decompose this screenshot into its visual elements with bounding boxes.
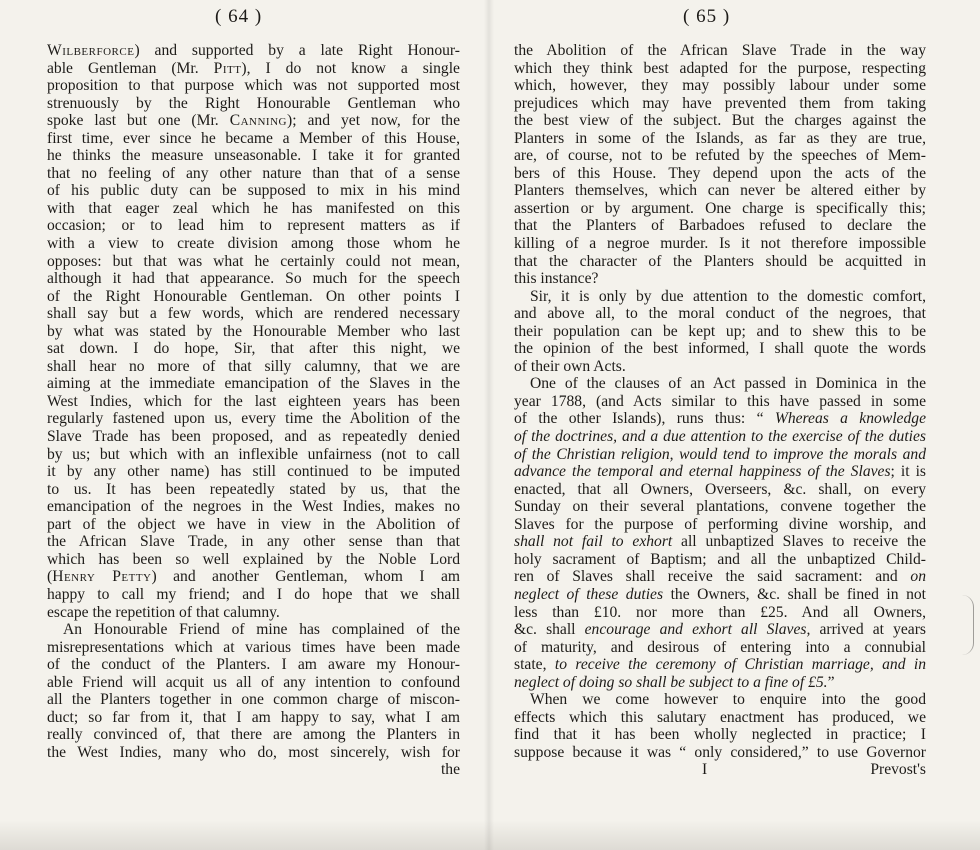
text-line — [47, 358, 460, 376]
text-run: Sir, it is only by due attention to the domestic comfort, — [530, 287, 926, 305]
text-run: spoke last but one (Mr. — [47, 112, 230, 130]
text-run: West Indies, which for the last eighteen years has been — [47, 392, 460, 410]
text-line — [47, 744, 460, 762]
text-run: ( — [47, 568, 53, 586]
text-line — [47, 200, 460, 218]
text-line — [47, 217, 460, 235]
text-run: ren of Slaves shall receive the said sacrament: and — [514, 568, 911, 586]
text-run: Slave Trade has been proposed, and as repeatedly denied — [47, 428, 460, 446]
catchword — [47, 761, 460, 779]
text-line — [514, 656, 926, 674]
small-caps-name: Henry Petty — [52, 568, 152, 586]
text-run: that no feeling of any other nature than that of a sense — [47, 164, 460, 182]
text-run: One of the clauses of an Act passed in Dominica in the — [530, 375, 926, 393]
text-run: assertion or by argument. One charge is specifically this; — [514, 199, 926, 217]
text-line — [514, 253, 926, 271]
text-line — [47, 551, 460, 569]
text-run: arrived at years — [810, 621, 926, 639]
text-run: Slaves for the purpose of performing divine worship, and — [514, 515, 926, 533]
text-line — [47, 410, 460, 428]
text-line — [514, 77, 926, 95]
text-line — [514, 621, 926, 639]
text-line — [47, 656, 460, 674]
text-run: Planters themselves, which can never be altered either by — [514, 182, 926, 200]
text-run: the African Slave Trade, in any other sense than that — [47, 533, 460, 551]
text-run: prejudices which may have prevented them from taking — [514, 94, 926, 112]
page-number: ( 64 ) — [215, 6, 263, 27]
text-line — [47, 270, 460, 288]
text-line — [514, 639, 926, 657]
margin-pen-mark — [955, 595, 974, 655]
text-line — [514, 95, 926, 113]
text-run: An Honourable Friend of mine has complained of the — [63, 621, 460, 639]
text-run: of maturity, and desirous of entering into a connubial — [514, 638, 926, 656]
text-line — [47, 428, 460, 446]
text-line — [47, 498, 460, 516]
text-line — [514, 709, 926, 727]
text-line — [47, 639, 460, 657]
text-run: emancipation of the negroes in the West Indies, makes no — [47, 498, 460, 516]
text-line — [514, 691, 926, 709]
text-run: first time, ever since he became a Member of this House, — [47, 129, 460, 147]
text-run: sat down. I do hope, Sir, that after this night, we — [47, 340, 460, 358]
text-run: with a view to create division among those whom he — [47, 235, 460, 253]
text-line — [47, 235, 460, 253]
body-text — [47, 42, 460, 779]
text-run: the opinion of the best informed, I shall quote the words — [514, 340, 926, 358]
right-page — [490, 0, 980, 850]
small-caps-name: Pitt — [213, 59, 242, 77]
text-run: the Owners, &c. shall be fined in not — [663, 585, 926, 603]
text-run: although it had that appearance. So much for the speech — [47, 270, 460, 288]
italic-text: neglect of doing so shall be subject to a fine of £5. — [514, 673, 828, 691]
text-run: state, — [514, 656, 555, 674]
text-line — [47, 375, 460, 393]
text-line — [514, 604, 926, 622]
scan-edge-shadow — [0, 820, 980, 850]
text-line — [514, 410, 926, 428]
text-run: &c. shall — [514, 621, 585, 639]
text-run: holy sacrament of Baptism; and all the unbaptized Child- — [514, 550, 926, 568]
text-run: which has been so well explained by the Noble Lord — [47, 550, 460, 568]
text-run: ) and supported by a late Right Honour- — [134, 42, 460, 59]
italic-text: of the doctrines, and a due attention to the exercise of the duties — [514, 428, 926, 446]
text-run: suppose because it was “ only considered,” to use Governor — [514, 743, 926, 761]
text-line — [514, 533, 926, 551]
catchword: Prevost's — [870, 761, 926, 779]
text-run: are, of course, not to be refuted by the speeches of Mem- — [514, 147, 926, 165]
text-run: all the Planters together in one common charge of miscon- — [47, 691, 460, 709]
text-run: duct; so far from it, that I am happy to say, what I am — [47, 708, 460, 726]
text-line — [47, 621, 460, 639]
text-line — [514, 586, 926, 604]
text-line — [47, 709, 460, 727]
text-line — [47, 288, 460, 306]
text-line — [514, 568, 926, 586]
text-line — [47, 393, 460, 411]
text-run: with that eager zeal which he has manifested on this — [47, 199, 460, 217]
text-line — [514, 130, 926, 148]
text-line — [514, 726, 926, 744]
text-line — [514, 674, 926, 692]
text-line — [47, 77, 460, 95]
text-run: proposition to that purpose which was not supported most — [47, 77, 460, 95]
italic-text: advance the temporal and eternal happiness of the Slaves — [514, 463, 891, 481]
text-line — [514, 235, 926, 253]
text-run: bers of this House. They depend upon the acts of the — [514, 164, 926, 182]
text-run: the — [440, 761, 460, 779]
text-run: the best view of the subject. But the charges against the — [514, 112, 926, 130]
text-run: occasion; or to lead him to represent matters as if — [47, 217, 460, 235]
text-line — [514, 393, 926, 411]
text-line — [47, 95, 460, 113]
text-run: of the Right Honourable Gentleman. On other points I — [47, 287, 460, 305]
text-run: Planters in some of the Islands, as far as they are true, — [514, 129, 926, 147]
text-run: of the conduct of the Planters. I am aware my Honour- — [47, 656, 460, 674]
text-run: of the other Islands), runs thus: “ — [514, 410, 775, 428]
body-text — [514, 42, 926, 779]
text-run: that the character of the Planters should be acquitted in — [514, 252, 926, 270]
text-line — [47, 182, 460, 200]
text-run: happy to call my friend; and I do hope that we shall — [47, 585, 460, 603]
text-run: ” — [827, 673, 835, 691]
text-run: aiming at the immediate emancipation of the Slaves in the — [47, 375, 460, 393]
italic-text: shall not fail to exhort — [514, 533, 673, 551]
text-run: shall say but a few words, which are rendered necessary — [47, 305, 460, 323]
text-run: the Abolition of the African Slave Trade in the way — [514, 42, 926, 59]
text-line — [47, 674, 460, 692]
text-run: this instance? — [514, 270, 599, 288]
text-run: by us; but which with an inflexible unfairness (not to call — [47, 445, 460, 463]
text-run: effects which this salutary enactment has produced, we — [514, 708, 926, 726]
text-run: opposes: but that was what he certainly could not mean, — [47, 252, 460, 270]
text-run: regularly fastened upon us, every time the Abolition of the — [47, 410, 460, 428]
text-line — [514, 516, 926, 534]
text-line — [47, 305, 460, 323]
text-line — [514, 288, 926, 306]
text-line — [47, 60, 460, 78]
text-line — [47, 604, 460, 622]
italic-text: to receive the ceremony of Christian marriage, and in — [554, 656, 927, 674]
text-run: their population can be kept up; and to shew this to be — [514, 322, 926, 340]
text-line — [47, 586, 460, 604]
text-line — [47, 516, 460, 534]
text-line — [47, 112, 460, 130]
text-line — [47, 165, 460, 183]
text-line — [514, 744, 926, 762]
text-line — [47, 568, 460, 586]
text-line — [47, 463, 460, 481]
text-line — [514, 112, 926, 130]
text-line — [514, 147, 926, 165]
text-run: all unbaptized Slaves to receive the — [672, 533, 926, 551]
text-run: and above all, to the moral conduct of the negroes, that — [514, 305, 926, 323]
small-caps-name: Wilberforce — [47, 42, 135, 59]
text-line — [514, 340, 926, 358]
text-line — [47, 130, 460, 148]
text-run: part of the object we have in view in the Abolition of — [47, 515, 460, 533]
text-run: Sunday on their several plantations, convene together the — [514, 498, 926, 516]
text-line — [514, 217, 926, 235]
text-line — [514, 42, 926, 60]
text-run: ); and yet now, for the — [287, 112, 460, 130]
text-run: that the Planters of Barbadoes refused to declare the — [514, 217, 926, 235]
text-run: strenuously by the Right Honourable Gentleman who — [47, 94, 460, 112]
text-line — [47, 253, 460, 271]
text-line — [47, 533, 460, 551]
text-line — [514, 165, 926, 183]
text-run: ; it is — [890, 463, 926, 481]
text-run: which, however, they may possibly labour under some — [514, 77, 926, 95]
text-line — [514, 323, 926, 341]
signature-mark: I — [702, 761, 708, 779]
text-line — [514, 270, 926, 288]
text-run: misrepresentations which at various times have been made — [47, 638, 460, 656]
text-run: ), I do not know a single — [241, 59, 460, 77]
page-footer — [514, 761, 926, 779]
text-run: killing of a negroe murder. Is it not therefore impossible — [514, 235, 926, 253]
text-line — [514, 498, 926, 516]
italic-text: neglect of these duties — [514, 585, 664, 603]
text-run: shall hear no more of that silly calumny, that we are — [47, 357, 460, 375]
text-run: by what was stated by the Honourable Member who last — [47, 322, 460, 340]
text-line — [514, 446, 926, 464]
text-run: of their own Acts. — [514, 357, 626, 375]
text-run: less than £10. nor more than £25. And all Owners, — [514, 603, 926, 621]
text-line — [47, 691, 460, 709]
text-run: which they think best adapted for the purpose, respecting — [514, 59, 926, 77]
text-run: to us. It has been repeatedly stated by us, that the — [47, 480, 460, 498]
text-line — [514, 551, 926, 569]
text-line — [514, 60, 926, 78]
text-run: able Friend will acquit us all of any intention to confound — [47, 673, 460, 691]
text-run: ) and another Gentleman, whom I am — [151, 568, 460, 586]
text-run: able Gentleman (Mr. — [47, 59, 214, 77]
text-line — [47, 481, 460, 499]
text-line — [47, 446, 460, 464]
italic-text: Whereas a knowledge — [774, 410, 926, 428]
text-line — [514, 200, 926, 218]
text-line — [514, 428, 926, 446]
text-run: it by any other name) has still continued to be imputed — [47, 463, 460, 481]
text-run: really convinced of, that there are among the Planters in — [47, 726, 460, 744]
text-line — [514, 463, 926, 481]
text-run: year 1788, (and Acts similar to this have passed in some — [514, 392, 926, 410]
text-run: of his public duty can be supposed to mix in his mind — [47, 182, 460, 200]
text-run: When we come however to enquire into the good — [530, 691, 926, 709]
text-line — [514, 481, 926, 499]
text-line — [514, 375, 926, 393]
text-line — [47, 340, 460, 358]
text-line — [514, 358, 926, 376]
text-run: escape the repetition of that calumny. — [47, 603, 280, 621]
text-line — [47, 147, 460, 165]
text-run: he thinks the measure unseasonable. I take it for granted — [47, 147, 460, 165]
text-line — [47, 42, 460, 60]
text-run: the West Indies, many who do, most sincerely, wish for — [47, 743, 460, 761]
text-line — [47, 323, 460, 341]
small-caps-name: Canning — [229, 112, 287, 130]
text-line — [514, 305, 926, 323]
italic-text: of the Christian religion, would tend to improve the morals and — [514, 445, 926, 463]
italic-text: on — [910, 568, 926, 586]
italic-text: encourage and exhort all Slaves, — [584, 621, 811, 639]
text-run: find that it has been wholly neglected in practice; I — [514, 726, 926, 744]
text-line — [514, 182, 926, 200]
text-run: enacted, that all Owners, Overseers, &c. shall, on every — [514, 480, 926, 498]
text-line — [47, 726, 460, 744]
page-number: ( 65 ) — [683, 6, 731, 27]
